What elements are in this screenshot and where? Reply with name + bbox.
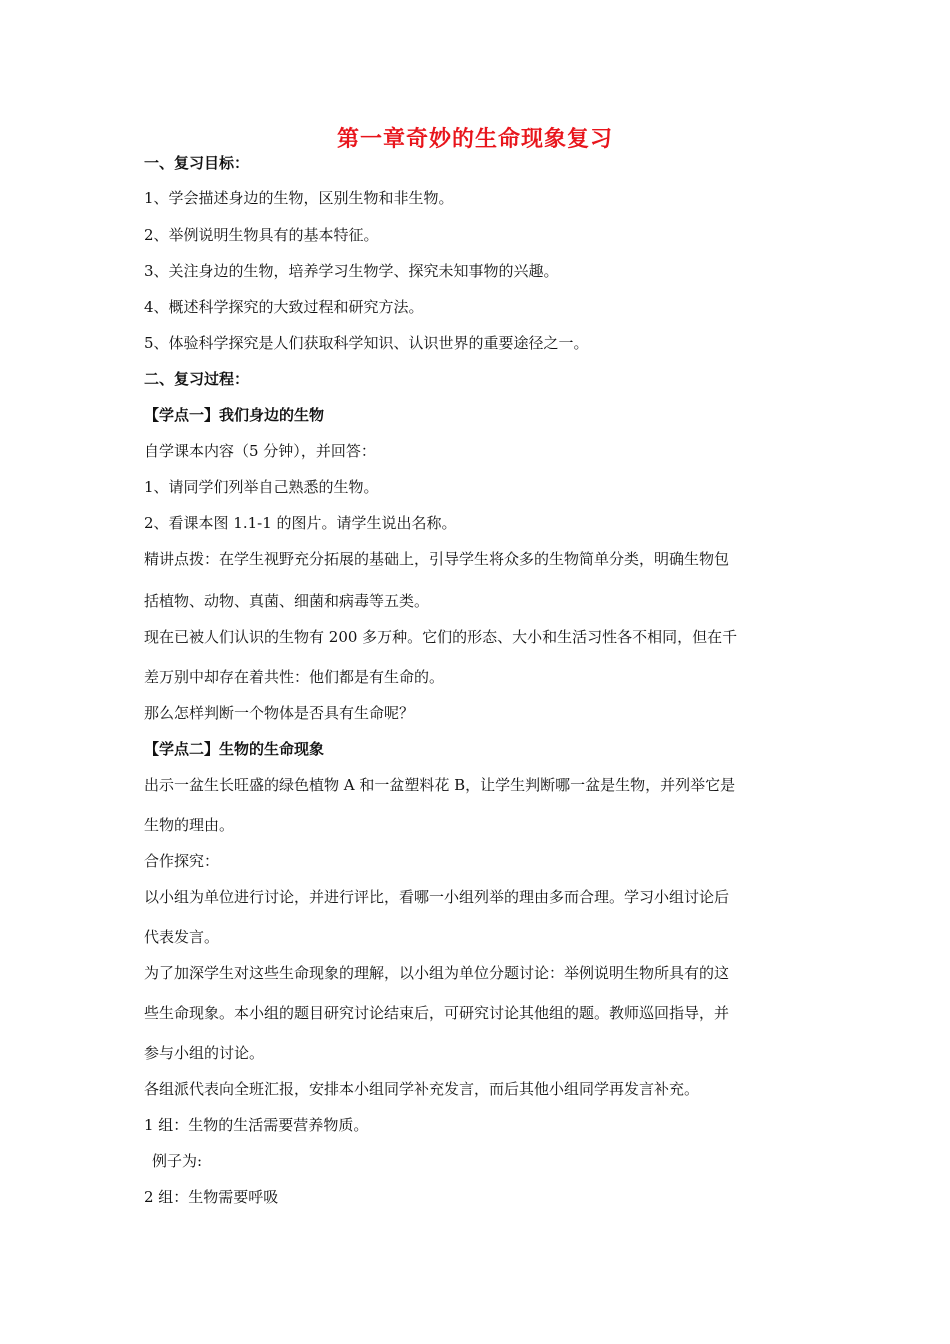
- section-heading-goals: 一、复习目标：: [144, 154, 250, 172]
- paragraph-line: 自学课本内容（5 分钟），并回答：: [144, 442, 376, 460]
- goal-item-1: 1、学会描述身边的生物，区别生物和非生物。: [144, 189, 454, 207]
- paragraph-line: 例子为:: [152, 1152, 203, 1170]
- paragraph-line: 参与小组的讨论。: [144, 1044, 265, 1062]
- paragraph-line: 出示一盆生长旺盛的绿色植物 A 和一盆塑料花 B，让学生判断哪一盆是生物，并列举它是: [144, 776, 736, 794]
- paragraph-line: 1、请同学们列举自己熟悉的生物。: [144, 478, 379, 496]
- paragraph-line: 各组派代表向全班汇报，安排本小组同学补充发言，而后其他小组同学再发言补充。: [144, 1080, 700, 1098]
- goal-item-4: 4、概述科学探究的大致过程和研究方法。: [144, 298, 424, 316]
- paragraph-line: 些生命现象。本小组的题目研究讨论结束后，可研究讨论其他组的题。教师巡回指导，并: [144, 1004, 730, 1022]
- subheading-point-1: 【学点一】我们身边的生物: [144, 406, 325, 424]
- paragraph-line: 2、看课本图 1.1-1 的图片。请学生说出名称。: [144, 514, 457, 532]
- paragraph-line: 代表发言。: [144, 928, 220, 946]
- goal-item-5: 5、体验科学探究是人们获取科学知识、认识世界的重要途径之一。: [144, 334, 589, 352]
- paragraph-line: 为了加深学生对这些生命现象的理解，以小组为单位分题讨论：举例说明生物所具有的这: [144, 964, 730, 982]
- paragraph-line: 现在已被人们认识的生物有 200 多万种。它们的形态、大小和生活习性各不相同，但在千: [144, 628, 738, 646]
- document-title: 第一章奇妙的生命现象复习: [336, 127, 613, 152]
- goal-item-3: 3、关注身边的生物，培养学习生物学、探究未知事物的兴趣。: [144, 262, 559, 280]
- paragraph-line: 合作探究：: [144, 852, 220, 870]
- subheading-point-2: 【学点二】生物的生命现象: [144, 740, 325, 758]
- section-heading-process: 二、复习过程：: [144, 370, 250, 388]
- goal-item-2: 2、举例说明生物具有的基本特征。: [144, 226, 379, 244]
- paragraph-line: 括植物、动物、真菌、细菌和病毒等五类。: [144, 592, 430, 610]
- paragraph-line: 1 组：生物的生活需要营养物质。: [144, 1116, 369, 1134]
- paragraph-line: 2 组：生物需要呼吸: [144, 1188, 279, 1206]
- paragraph-line: 生物的理由。: [144, 816, 235, 834]
- paragraph-line: 精讲点拨：在学生视野充分拓展的基础上，引导学生将众多的生物简单分类，明确生物包: [144, 550, 730, 568]
- paragraph-line: 那么怎样判断一个物体是否具有生命呢？: [144, 704, 415, 722]
- paragraph-line: 差万别中却存在着共性：他们都是有生命的。: [144, 668, 445, 686]
- paragraph-line: 以小组为单位进行讨论，并进行评比，看哪一小组列举的理由多而合理。学习小组讨论后: [144, 888, 730, 906]
